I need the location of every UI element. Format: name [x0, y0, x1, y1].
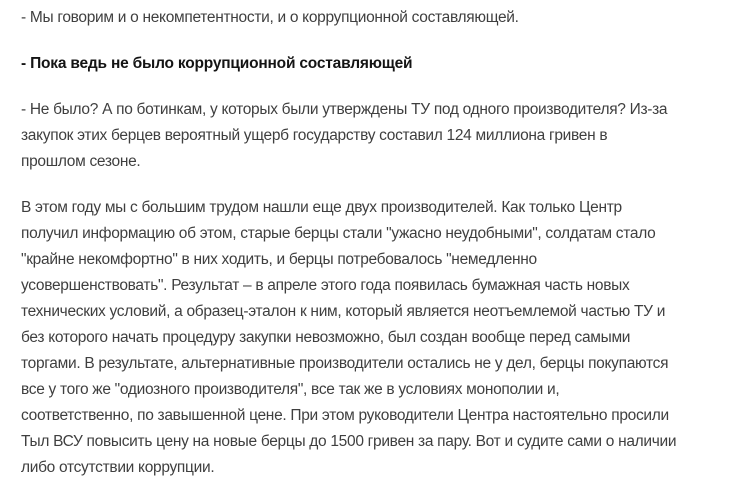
text-line: "крайне некомфортно" в них ходить, и берцы потребовалось "немедленно [21, 251, 537, 268]
text-line: прошлом сезоне. [21, 153, 141, 170]
text-line: закупок этих берцев вероятный ущерб государству составил 124 миллиона гривен в [21, 127, 608, 144]
paragraph-answer-intro [21, 5, 714, 31]
paragraph-answer-1 [21, 97, 714, 175]
paragraph-interviewer-question [21, 51, 714, 77]
paragraph-answer-2 [21, 195, 714, 481]
text-line: - Пока ведь не было коррупционной составляющей [21, 55, 413, 72]
text-line: Тыл ВСУ повысить цену на новые берцы до 1500 гривен за пару. Вот и судите сами о наличии [21, 433, 677, 450]
text-line: все у того же "одиозного производителя", все так же в условиях монополии и, [21, 381, 560, 398]
text-line: усовершенствовать". Результат – в апреле этого года появилась бумажная часть новых [21, 277, 630, 294]
text-line: - Не было? А по ботинкам, у которых были утверждены ТУ под одного производителя? Из-за [21, 101, 668, 118]
text-line: получил информацию об этом, старые берцы стали "ужасно неудобными", солдатам стало [21, 225, 656, 242]
text-line: В этом году мы с большим трудом нашли еще двух производителей. Как только Центр [21, 199, 622, 216]
text-line: без которого начать процедуру закупки невозможно, был создан вообще перед самыми [21, 329, 631, 346]
text-line: либо отсутствии коррупции. [21, 459, 215, 476]
text-line: соответственно, по завышенной цене. При этом руководители Центра настоятельно просили [21, 407, 669, 424]
text-line: торгами. В результате, альтернативные производители остались не у дел, берцы покупаются [21, 355, 669, 372]
text-line: технических условий, а образец-эталон к ним, который является неотъемлемой частью ТУ и [21, 303, 666, 320]
text-line: - Мы говорим и о некомпетентности, и о коррупционной составляющей. [21, 9, 519, 26]
